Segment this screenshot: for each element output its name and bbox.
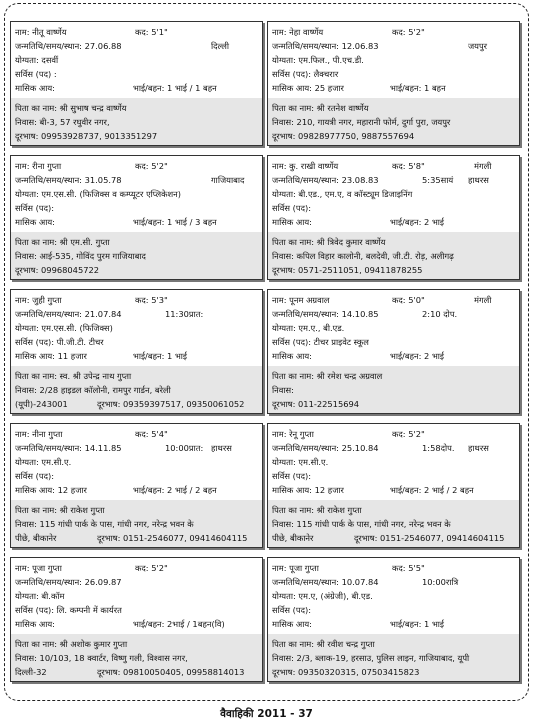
siblings: भाई/बहन: 2 भाई	[390, 351, 445, 361]
card-details	[268, 156, 519, 229]
birth-date: जन्मतिथि/समय/स्थान: 25.10.84	[272, 443, 379, 453]
birth-date: जन्मतिथि/समय/स्थान: 14.10.85	[272, 309, 379, 319]
siblings: भाई/बहन: 2 भाई / 2 बहन	[133, 485, 217, 495]
occupation: सर्विस (पद):	[15, 471, 55, 481]
education: योग्यता: दसवीं	[15, 55, 59, 65]
matrimonial-card	[267, 21, 520, 146]
card-details	[11, 290, 262, 363]
monthly-income: मासिक आय:	[15, 217, 55, 227]
occupation: सर्विस (पद): टीचर प्राइवेट स्कूल	[272, 337, 369, 347]
birth-date: जन्मतिथि/समय/स्थान: 10.07.84	[272, 577, 379, 587]
education: योग्यता: एम.फिल., पी.एच.डी.	[272, 55, 364, 65]
birth-date: जन्मतिथि/समय/स्थान: 12.06.83	[272, 41, 379, 51]
siblings: भाई/बहन: 2भाई / 1बहन(वि)	[133, 619, 225, 629]
manglik-note: मंगली	[474, 295, 492, 305]
occupation: सर्विस (पद): पी.जी.टी. टीचर	[15, 337, 104, 347]
father-name: पिता का नाम: श्री एम.सी. गुप्ता	[15, 237, 110, 247]
matrimonial-card	[267, 289, 520, 414]
father-name: पिता का नाम: श्री रवीश चन्द्र गुप्ता	[272, 639, 375, 649]
education: योग्यता: एम.सी.ए.	[272, 457, 329, 467]
education: योग्यता: एम.ए., बी.एड.	[272, 323, 345, 333]
father-name: पिता का नाम: श्री रतनेश वार्ष्णेय	[272, 103, 369, 113]
address: निवास: 10/103, 18 क्वार्टर, विष्णु गली, विश्वास नगर,	[15, 653, 188, 663]
candidate-height: कद: 5'8"	[392, 161, 425, 171]
monthly-income: मासिक आय:	[272, 217, 312, 227]
siblings: भाई/बहन: 1 भाई	[133, 351, 188, 361]
card-details	[268, 22, 519, 95]
candidate-height: कद: 5'2"	[392, 27, 425, 37]
monthly-income: मासिक आय:	[272, 351, 312, 361]
phone: दूरभाष: 0571-2511051, 09411878255	[272, 265, 423, 275]
phone: दूरभाष: 09359397517, 09350061052	[97, 399, 245, 409]
candidate-name: नाम: पूजा गुप्ता	[15, 563, 62, 573]
education: योग्यता: एम.ए, (अंग्रेजी), बी.एड.	[272, 591, 373, 601]
family-details	[268, 232, 519, 279]
siblings: भाई/बहन: 1 बहन	[390, 83, 446, 93]
occupation: सर्विस (पद):	[272, 471, 312, 481]
address: निवास: बी-3, 57 रघुवीर नगर,	[15, 117, 110, 127]
candidate-name: नाम: नीतू वार्ष्णेय	[15, 27, 67, 37]
card-details	[11, 156, 262, 229]
phone: दूरभाष: 09953928737, 9013351297	[15, 131, 158, 141]
candidate-height: कद: 5'3"	[135, 295, 168, 305]
family-details	[11, 98, 262, 145]
monthly-income: मासिक आय: 11 हजार	[15, 351, 87, 361]
birth-place: दिल्ली	[211, 41, 230, 51]
phone: दूरभाष: 0151-2546077, 09414604115	[354, 533, 505, 543]
monthly-income: मासिक आय: 12 हजार	[272, 485, 344, 495]
candidate-name: नाम: रेनू गुप्ता	[272, 429, 314, 439]
address-continued: पीछे, बीकानेर	[272, 533, 314, 543]
birth-place: हाथरस	[211, 443, 232, 453]
candidate-name: नाम: जुही गुप्ता	[15, 295, 62, 305]
father-name: पिता का नाम: श्री रमेश चन्द्र अग्रवाल	[272, 371, 383, 381]
address: निवास: 210, गायत्री नगर, महारानी फोर्म, दुर्गा पुरा, जयपुर	[272, 117, 451, 127]
phone: दूरभाष: 011-22515694	[272, 399, 360, 409]
father-name: पिता का नाम: श्री त्रिवेद कुमार वार्ष्णेय	[272, 237, 386, 247]
birth-date: जन्मतिथि/समय/स्थान: 21.07.84	[15, 309, 122, 319]
candidate-height: कद: 5'2"	[135, 563, 168, 573]
candidate-height: कद: 5'0"	[392, 295, 425, 305]
address: निवास: 2/28 हाइडल कॉलोनी, रामपुर गार्डन, बरेली	[15, 385, 171, 395]
card-details	[268, 290, 519, 363]
card-details	[11, 424, 262, 497]
family-details	[11, 232, 262, 279]
occupation: सर्विस (पद):	[15, 203, 55, 213]
father-name: पिता का नाम: श्री सुभाष चन्द्र वार्ष्णेय	[15, 103, 127, 113]
education: योग्यता: एम.एस.सी. (फिजिक्स व कम्प्यूटर एप्लिकेशन)	[15, 189, 181, 199]
card-details	[268, 558, 519, 631]
occupation: सर्विस (पद):	[272, 605, 312, 615]
monthly-income: मासिक आय: 12 हजार	[15, 485, 87, 495]
monthly-income: मासिक आय: 25 हजार	[272, 83, 344, 93]
birth-place: जयपुर	[468, 41, 488, 51]
father-name: पिता का नाम: श्री राकेश गुप्ता	[15, 505, 105, 515]
address: निवास:	[272, 385, 294, 395]
phone: दूरभाष: 09828977750, 9887557694	[272, 131, 415, 141]
candidate-name: नाम: पूनम अग्रवाल	[272, 295, 330, 305]
candidate-height: कद: 5'4"	[135, 429, 168, 439]
card-details	[11, 558, 262, 631]
siblings: भाई/बहन: 2 भाई	[390, 217, 445, 227]
father-name: पिता का नाम: श्री राकेश गुप्ता	[272, 505, 362, 515]
address-continued: दिल्ली-32	[15, 667, 47, 677]
family-details	[268, 366, 519, 413]
candidate-name: नाम: कु. राखी वार्ष्णेय	[272, 161, 339, 171]
family-details	[11, 500, 262, 547]
candidate-height: कद: 5'2"	[392, 429, 425, 439]
birth-place: हाथरस	[468, 175, 489, 185]
education: योग्यता: बी.कॉम	[15, 591, 65, 601]
birth-time: 10:00रात्रि	[422, 577, 459, 587]
birth-date: जन्मतिथि/समय/स्थान: 27.06.88	[15, 41, 122, 51]
siblings: भाई/बहन: 1 भाई	[390, 619, 445, 629]
occupation: सर्विस (पद): लैक्चरार	[272, 69, 339, 79]
card-details	[11, 22, 262, 95]
siblings: भाई/बहन: 1 भाई / 3 बहन	[133, 217, 217, 227]
family-details	[11, 366, 262, 413]
matrimonial-card	[267, 557, 520, 682]
birth-time: 10:00प्रात:	[165, 443, 204, 453]
birth-time: 2:10 दोप.	[422, 309, 458, 319]
candidate-height: कद: 5'1"	[135, 27, 168, 37]
monthly-income: मासिक आय:	[15, 83, 55, 93]
candidate-name: नाम: नेहा वार्ष्णेय	[272, 27, 324, 37]
birth-time: 1:58दोप.	[422, 443, 455, 453]
matrimonial-card	[10, 21, 263, 146]
birth-time: 11:30प्रात:	[165, 309, 204, 319]
birth-time: 5:35सायं	[422, 175, 454, 185]
siblings: भाई/बहन: 1 भाई / 1 बहन	[133, 83, 217, 93]
birth-date: जन्मतिथि/समय/स्थान: 26.09.87	[15, 577, 122, 587]
birth-place: गाजियाबाद	[211, 175, 245, 185]
candidate-name: नाम: पूजा गुप्ता	[272, 563, 319, 573]
education: योग्यता: बी.एड., एम.ए, व कॉस्ट्यूम डिजाइनिंग	[272, 189, 413, 199]
father-name: पिता का नाम: श्री अशोक कुमार गुप्ता	[15, 639, 128, 649]
occupation: सर्विस (पद): लि. कम्पनी में कार्यरत	[15, 605, 122, 615]
siblings: भाई/बहन: 2 भाई / 2 बहन	[390, 485, 474, 495]
address: निवास: 115 गांधी पार्क के पास, गांधी नगर, नरेन्द्र भवन के	[15, 519, 194, 529]
birth-date: जन्मतिथि/समय/स्थान: 23.08.83	[272, 175, 379, 185]
phone: दूरभाष: 09810050405, 09958814013	[97, 667, 245, 677]
matrimonial-card	[267, 423, 520, 548]
address: निवास: कपिल विहार कालोनी, बलदेवी, जी.टी. रोड़, अलीगढ़	[272, 251, 454, 261]
address: निवास: आई-535, गोविंद पुरम गाजियाबाद	[15, 251, 146, 261]
candidate-name: नाम: रीना गुप्ता	[15, 161, 62, 171]
card-details	[268, 424, 519, 497]
birth-date: जन्मतिथि/समय/स्थान: 14.11.85	[15, 443, 122, 453]
family-details	[11, 634, 262, 681]
candidate-height: कद: 5'5"	[392, 563, 425, 573]
family-details	[268, 500, 519, 547]
address: निवास: 2/3, ब्लाक-19, हरसाउ, पुलिस लाइन, गाजियाबाद, यूपी	[272, 653, 470, 663]
address-continued: पीछे, बीकानेर	[15, 533, 57, 543]
birth-date: जन्मतिथि/समय/स्थान: 31.05.78	[15, 175, 122, 185]
matrimonial-card	[10, 155, 263, 280]
matrimonial-card	[10, 289, 263, 414]
birth-place: हाथरस	[468, 443, 489, 453]
phone: दूरभाष: 0151-2546077, 09414604115	[97, 533, 248, 543]
matrimonial-card	[10, 557, 263, 682]
monthly-income: मासिक आय:	[272, 619, 312, 629]
matrimonial-card	[10, 423, 263, 548]
manglik-note: मंगली	[474, 161, 492, 171]
occupation: सर्विस (पद):	[272, 203, 312, 213]
candidate-height: कद: 5'2"	[135, 161, 168, 171]
family-details	[268, 634, 519, 681]
monthly-income: मासिक आय:	[15, 619, 55, 629]
address-continued: (यूपी)-243001	[15, 399, 68, 409]
occupation: सर्विस (पद) :	[15, 69, 57, 79]
phone: दूरभाष: 09968045722	[15, 265, 100, 275]
candidate-name: नाम: नीना गुप्ता	[15, 429, 63, 439]
page-footer: वैवाहिकी 2011 - 37	[220, 708, 313, 720]
phone: दूरभाष: 09350320315, 07503415823	[272, 667, 420, 677]
education: योग्यता: एम.एस.सी. (फिजिक्स)	[15, 323, 113, 333]
family-details	[268, 98, 519, 145]
matrimonial-card	[267, 155, 520, 280]
education: योग्यता: एम.सी.ए.	[15, 457, 72, 467]
address: निवास: 115 गांधी पार्क के पास, गांधी नगर, नरेन्द्र भवन के	[272, 519, 451, 529]
father-name: पिता का नाम: स्व. श्री उपेन्द्र नाथ गुप्ता	[15, 371, 132, 381]
